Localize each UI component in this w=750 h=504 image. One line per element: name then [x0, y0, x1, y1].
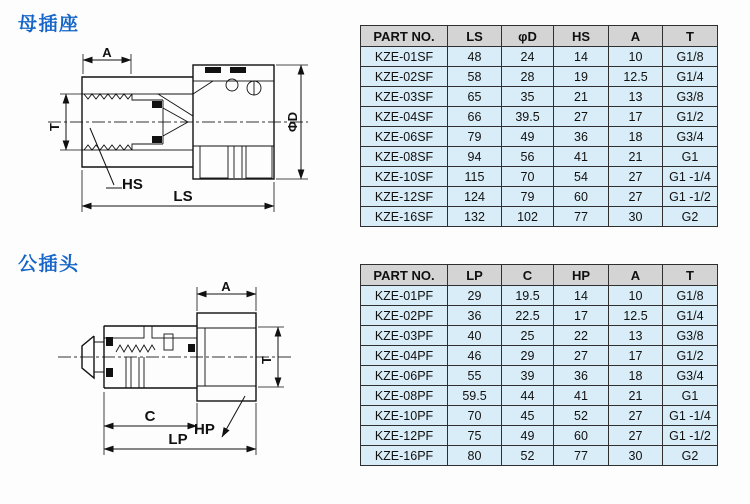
value-cell: G1/8 — [663, 47, 718, 67]
value-cell: 70 — [502, 167, 554, 187]
value-cell: G1/2 — [663, 107, 718, 127]
plug-callout-HP — [194, 396, 245, 438]
column-header: LS — [448, 26, 502, 47]
value-cell: 13 — [609, 326, 663, 346]
part-no-cell: KZE-01SF — [361, 47, 448, 67]
column-header: C — [502, 265, 554, 286]
plug-dim-LP — [104, 403, 256, 455]
value-cell: 115 — [448, 167, 502, 187]
value-cell: 10 — [609, 286, 663, 306]
plug-diagram — [8, 282, 340, 462]
value-cell: G3/4 — [663, 127, 718, 147]
value-cell: 52 — [502, 446, 554, 466]
table-row — [361, 326, 718, 346]
value-cell: 46 — [448, 346, 502, 366]
value-cell: G1 -1/4 — [663, 406, 718, 426]
header-row — [361, 26, 718, 47]
value-cell: 59.5 — [448, 386, 502, 406]
value-cell: G1/4 — [663, 306, 718, 326]
column-header: T — [663, 26, 718, 47]
socket-dim-label-a: A — [102, 45, 112, 60]
column-header: φD — [502, 26, 554, 47]
value-cell: G3/8 — [663, 87, 718, 107]
value-cell: 52 — [554, 406, 609, 426]
value-cell: G1/8 — [663, 286, 718, 306]
value-cell: 18 — [609, 366, 663, 386]
column-header: HS — [554, 26, 609, 47]
value-cell: 30 — [609, 446, 663, 466]
value-cell: 14 — [554, 286, 609, 306]
plug-dim-label-c: C — [144, 408, 156, 425]
value-cell: G3/4 — [663, 366, 718, 386]
plug-dim-label-a: A — [221, 282, 231, 294]
value-cell: 102 — [502, 207, 554, 227]
value-cell: 39 — [502, 366, 554, 386]
socket-table-wrap — [360, 25, 718, 227]
table-row — [361, 147, 718, 167]
table-row — [361, 107, 718, 127]
part-no-cell: KZE-10SF — [361, 167, 448, 187]
value-cell: 44 — [502, 386, 554, 406]
part-no-cell: KZE-04PF — [361, 346, 448, 366]
value-cell: 56 — [502, 147, 554, 167]
plug-table-wrap — [360, 264, 718, 466]
part-no-cell: KZE-10PF — [361, 406, 448, 426]
value-cell: 17 — [609, 107, 663, 127]
value-cell: G3/8 — [663, 326, 718, 346]
value-cell: 40 — [448, 326, 502, 346]
table-row — [361, 406, 718, 426]
value-cell: 75 — [448, 426, 502, 446]
value-cell: 21 — [609, 386, 663, 406]
value-cell: 22 — [554, 326, 609, 346]
part-no-cell: KZE-16PF — [361, 446, 448, 466]
value-cell: 41 — [554, 147, 609, 167]
part-no-cell: KZE-02PF — [361, 306, 448, 326]
value-cell: 36 — [554, 366, 609, 386]
value-cell: 132 — [448, 207, 502, 227]
value-cell: 66 — [448, 107, 502, 127]
value-cell: 25 — [502, 326, 554, 346]
value-cell: 27 — [609, 167, 663, 187]
part-no-cell: KZE-06SF — [361, 127, 448, 147]
value-cell: G1 -1/2 — [663, 426, 718, 446]
value-cell: 79 — [448, 127, 502, 147]
table-row — [361, 286, 718, 306]
plug-dim-label-hp: HP — [194, 421, 215, 438]
table-row — [361, 386, 718, 406]
value-cell: 19 — [554, 67, 609, 87]
value-cell: G1/4 — [663, 67, 718, 87]
socket-spec-table — [360, 25, 718, 227]
plug-dim-label-lp: LP — [168, 431, 188, 448]
value-cell: G2 — [663, 446, 718, 466]
table-row — [361, 426, 718, 446]
value-cell: 41 — [554, 386, 609, 406]
part-no-cell: KZE-08PF — [361, 386, 448, 406]
value-cell: 77 — [554, 207, 609, 227]
part-no-cell: KZE-04SF — [361, 107, 448, 127]
value-cell: 60 — [554, 426, 609, 446]
socket-diagram — [8, 40, 340, 255]
table-row — [361, 167, 718, 187]
value-cell: 80 — [448, 446, 502, 466]
value-cell: 12.5 — [609, 306, 663, 326]
value-cell: 17 — [554, 306, 609, 326]
value-cell: 22.5 — [502, 306, 554, 326]
value-cell: 29 — [502, 346, 554, 366]
table-row — [361, 366, 718, 386]
part-no-cell: KZE-12PF — [361, 426, 448, 446]
value-cell: 77 — [554, 446, 609, 466]
value-cell: 45 — [502, 406, 554, 426]
part-no-cell: KZE-03SF — [361, 87, 448, 107]
value-cell: 58 — [448, 67, 502, 87]
value-cell: G1 -1/2 — [663, 187, 718, 207]
value-cell: 30 — [609, 207, 663, 227]
value-cell: 27 — [554, 346, 609, 366]
value-cell: 54 — [554, 167, 609, 187]
column-header: LP — [448, 265, 502, 286]
section-title-plug: 公插头 — [18, 254, 80, 275]
value-cell: G1 — [663, 147, 718, 167]
table-row — [361, 127, 718, 147]
part-no-cell: KZE-02SF — [361, 67, 448, 87]
value-cell: 60 — [554, 187, 609, 207]
column-header: A — [609, 265, 663, 286]
value-cell: 35 — [502, 87, 554, 107]
value-cell: 17 — [609, 346, 663, 366]
value-cell: 27 — [609, 406, 663, 426]
column-header: PART NO. — [361, 265, 448, 286]
value-cell: 24 — [502, 47, 554, 67]
socket-dim-label-t: T — [47, 123, 62, 131]
value-cell: G2 — [663, 207, 718, 227]
value-cell: 36 — [554, 127, 609, 147]
value-cell: 28 — [502, 67, 554, 87]
value-cell: G1 — [663, 386, 718, 406]
value-cell: 27 — [554, 107, 609, 127]
plug-dim-A — [197, 282, 256, 311]
value-cell: 55 — [448, 366, 502, 386]
socket-dim-label-phid: ΦD — [285, 111, 300, 133]
value-cell: 21 — [609, 147, 663, 167]
column-header: T — [663, 265, 718, 286]
plug-spec-table — [360, 264, 718, 466]
value-cell: 29 — [448, 286, 502, 306]
value-cell: 49 — [502, 127, 554, 147]
value-cell: 13 — [609, 87, 663, 107]
table-row — [361, 446, 718, 466]
value-cell: G1 -1/4 — [663, 167, 718, 187]
value-cell: 94 — [448, 147, 502, 167]
value-cell: 27 — [609, 426, 663, 446]
socket-callout-HS — [90, 128, 143, 193]
plug-dim-label-t: T — [259, 356, 274, 364]
column-header: HP — [554, 265, 609, 286]
part-no-cell: KZE-06PF — [361, 366, 448, 386]
value-cell: 79 — [502, 187, 554, 207]
table-row — [361, 207, 718, 227]
value-cell: 48 — [448, 47, 502, 67]
socket-dim-label-hs: HS — [122, 176, 143, 193]
value-cell: 49 — [502, 426, 554, 446]
table-row — [361, 306, 718, 326]
socket-dim-A — [83, 45, 131, 74]
value-cell: 18 — [609, 127, 663, 147]
part-no-cell: KZE-16SF — [361, 207, 448, 227]
value-cell: 12.5 — [609, 67, 663, 87]
table-row — [361, 87, 718, 107]
value-cell: 21 — [554, 87, 609, 107]
value-cell: 10 — [609, 47, 663, 67]
table-row — [361, 187, 718, 207]
value-cell: 27 — [609, 187, 663, 207]
column-header: A — [609, 26, 663, 47]
socket-dim-label-ls: LS — [173, 188, 193, 205]
section-title-socket: 母插座 — [18, 14, 80, 35]
value-cell: G1/2 — [663, 346, 718, 366]
column-header: PART NO. — [361, 26, 448, 47]
table-row — [361, 67, 718, 87]
part-no-cell: KZE-01PF — [361, 286, 448, 306]
part-no-cell: KZE-08SF — [361, 147, 448, 167]
part-no-cell: KZE-12SF — [361, 187, 448, 207]
table-row — [361, 346, 718, 366]
value-cell: 124 — [448, 187, 502, 207]
table-row — [361, 47, 718, 67]
value-cell: 65 — [448, 87, 502, 107]
value-cell: 36 — [448, 306, 502, 326]
value-cell: 19.5 — [502, 286, 554, 306]
header-row — [361, 265, 718, 286]
value-cell: 14 — [554, 47, 609, 67]
value-cell: 39.5 — [502, 107, 554, 127]
value-cell: 70 — [448, 406, 502, 426]
part-no-cell: KZE-03PF — [361, 326, 448, 346]
